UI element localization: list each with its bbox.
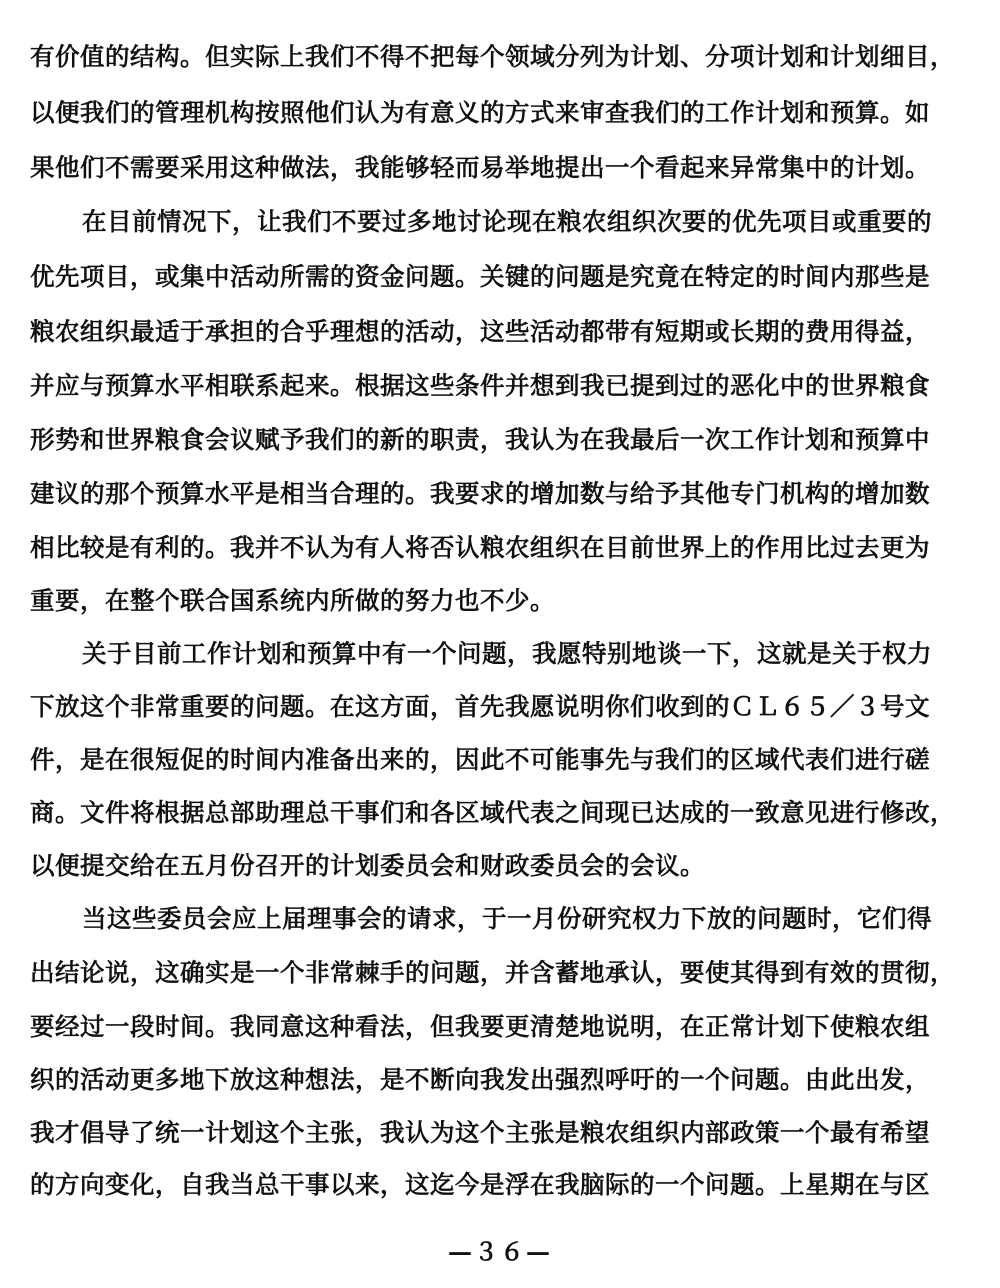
text-line-3: 果他们不需要采用这种做法，我能够轻而易举地提出一个看起来异常集中的计划。 bbox=[30, 153, 930, 182]
text-line-22: 的方向变化，自我当总干事以来，这迄今是浮在我脑际的一个问题。上星期在与区 bbox=[30, 1170, 930, 1199]
text-line-13: 下放这个非常重要的问题。在这方面，首先我愿说明你们收到的ＣＬ６５／３号文 bbox=[30, 692, 930, 721]
text-line-7: 并应与预算水平相联系起来。根据这些条件并想到我已提到过的恶化中的世界粮食 bbox=[30, 371, 930, 400]
text-line-21: 我才倡导了统一计划这个主张，我认为这个主张是粮农组织内部政策一个最有希望 bbox=[30, 1118, 930, 1147]
text-line-18: 出结论说，这确实是一个非常棘手的问题，并含蓄地承认，要使其得到有效的贯彻， bbox=[30, 958, 955, 987]
page-number: —３６— bbox=[448, 1237, 552, 1266]
text-line-14: 件，是在很短促的时间内准备出来的，因此不可能事先与我们的区域代表们进行磋 bbox=[30, 745, 930, 774]
text-line-9: 建议的那个预算水平是相当合理的。我要求的增加数与给予其他专门机构的增加数 bbox=[30, 479, 930, 508]
text-line-11: 重要，在整个联合国系统内所做的努力也不少。 bbox=[30, 586, 555, 615]
text-line-10: 相比较是有利的。我并不认为有人将否认粮农组织在目前世界上的作用比过去更为 bbox=[30, 533, 930, 562]
text-line-1: 有价值的结构。但实际上我们不得不把每个领域分列为计划、分项计划和计划细目， bbox=[30, 42, 955, 71]
text-line-4: 在目前情况下，让我们不要过多地讨论现在粮农组织次要的优先项目或重要的 bbox=[82, 207, 932, 236]
text-line-6: 粮农组织最适于承担的合乎理想的活动，这些活动都带有短期或长期的费用得益， bbox=[30, 317, 930, 346]
text-line-16: 以便提交给在五月份召开的计划委员会和财政委员会的会议。 bbox=[30, 851, 705, 880]
text-line-5: 优先项目，或集中活动所需的资金问题。关键的问题是究竟在特定的时间内那些是 bbox=[30, 262, 930, 291]
text-line-20: 织的活动更多地下放这种想法，是不断向我发出强烈呼吁的一个问题。由此出发， bbox=[30, 1065, 930, 1094]
text-line-17: 当这些委员会应上届理事会的请求，于一月份研究权力下放的问题时，它们得 bbox=[82, 904, 932, 933]
text-line-2: 以便我们的管理机构按照他们认为有意义的方式来审查我们的工作计划和预算。如 bbox=[30, 98, 930, 127]
text-line-19: 要经过一段时间。我同意这种看法，但我要更清楚地说明，在正常计划下使粮农组 bbox=[30, 1012, 930, 1041]
text-line-8: 形势和世界粮食会议赋予我们的新的职责，我认为在我最后一次工作计划和预算中 bbox=[30, 425, 930, 454]
text-line-15: 商。文件将根据总部助理总干事们和各区域代表之间现已达成的一致意见进行修改， bbox=[30, 798, 955, 827]
text-line-12: 关于目前工作计划和预算中有一个问题，我愿特别地谈一下，这就是关于权力 bbox=[82, 639, 932, 668]
